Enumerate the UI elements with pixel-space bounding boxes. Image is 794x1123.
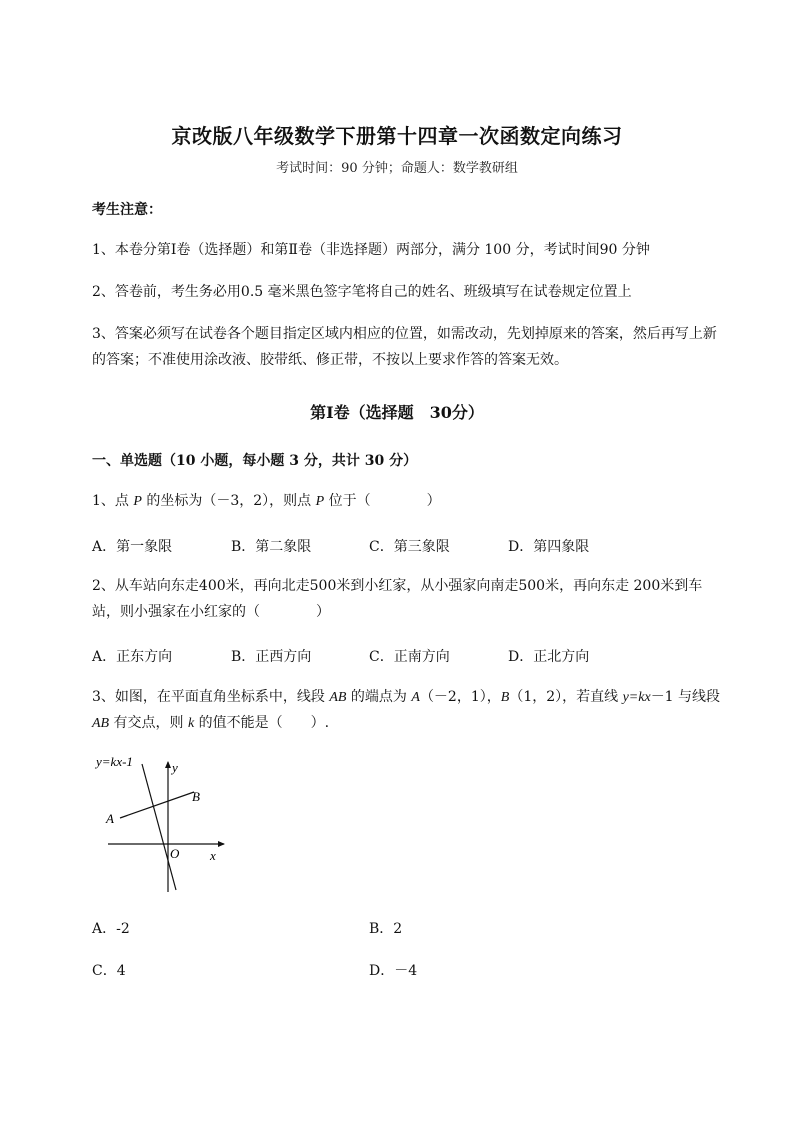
part-title: 一、单选题（10 小题，每小题 3 分，共计 30 分） [92, 453, 418, 469]
question-2-option-b: B．正西方向 [231, 649, 312, 665]
question-1-option-c: C．第三象限 [369, 539, 450, 555]
question-1-option-d: D．第四象限 [508, 539, 590, 555]
question-3-option-d: D．－4 [369, 963, 418, 979]
question-1-stem: 1、点 P 的坐标为（－3，2），则点 P 位于（ ） [92, 493, 441, 509]
question-2-stem-line-1: 2、从车站向东走400米，再向北走500米到小红家，从小强家向南走500米，再向东走 200米到车 [92, 578, 703, 594]
point-a-label: A [106, 811, 114, 826]
question-3-stem-line-1: 3、如图，在平面直角坐标系中，线段 AB 的端点为 A（－2，1），B（1，2），若直线 y=kx－1 与线段 [92, 689, 721, 705]
origin-label: O [170, 846, 180, 861]
section-title: 第Ⅰ卷（选择题 30分） [310, 403, 484, 422]
x-axis-label: x [210, 848, 216, 863]
y-axis-label: y [172, 760, 178, 775]
notice-item-2: 2、答卷前，考生务必用0.5 毫米黑色签字笔将自己的姓名、班级填写在试卷规定位置上 [92, 284, 632, 300]
notice-heading: 考生注意： [92, 202, 162, 218]
question-2-option-d: D．正北方向 [508, 649, 590, 665]
notice-item-1: 1、本卷分第Ⅰ卷（选择题）和第Ⅱ卷（非选择题）两部分，满分 100 分，考试时间90 分钟 [92, 242, 650, 258]
segment-ab [120, 792, 194, 818]
question-3-option-b: B．2 [369, 921, 403, 937]
notice-item-3-cont: 的答案；不准使用涂改液、胶带纸、修正带，不按以上要求作答的答案无效。 [92, 352, 568, 368]
question-3-figure [90, 750, 240, 900]
exam-info: 考试时间：90 分钟；命题人：数学教研组 [276, 161, 518, 176]
question-3-stem-line-2: AB 有交点，则 k 的值不能是（ ）. [92, 715, 330, 731]
question-2-option-a: A．正东方向 [92, 649, 173, 665]
question-1-option-a: A．第一象限 [92, 539, 173, 555]
question-2-stem-line-2: 站，则小强家在小红家的（ ） [92, 604, 330, 620]
question-3-option-c: C．4 [92, 963, 126, 979]
line-label: y=kx-1 [96, 754, 133, 769]
point-b-label: B [192, 789, 200, 804]
question-2-option-c: C．正南方向 [369, 649, 450, 665]
question-1-option-b: B．第二象限 [231, 539, 312, 555]
line-y-kx-1 [142, 764, 176, 890]
page-title: 京改版八年级数学下册第十四章一次函数定向练习 [171, 124, 623, 148]
notice-item-3: 3、答案必须写在试卷各个题目指定区域内相应的位置，如需改动，先划掉原来的答案，然后再写上新 [92, 326, 717, 342]
question-3-option-a: A．-2 [92, 921, 130, 937]
